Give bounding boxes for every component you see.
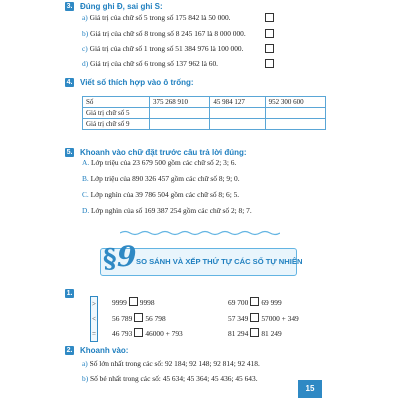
ex3-item-b-label: b) — [82, 29, 89, 38]
comparison-row — [228, 297, 282, 308]
table-answer-cell[interactable] — [210, 119, 265, 130]
section-title: SO SÁNH VÀ XẾP THỨ TỰ CÁC SỐ TỰ NHIÊN — [136, 257, 303, 266]
comparison-left: 57 349 — [228, 314, 249, 323]
ex4-table — [82, 96, 326, 130]
table-header-cell: 45 984 127 — [210, 97, 265, 108]
comparison-right: 57000 + 349 — [261, 314, 299, 323]
ex5-option-b[interactable] — [82, 174, 240, 184]
comparison-row — [228, 328, 282, 339]
symbol-equal: = — [92, 330, 96, 338]
section-symbol: § — [103, 244, 117, 274]
exercise-4-title: Viết số thích hợp vào ô trống: — [80, 78, 194, 87]
comparison-answer-box[interactable] — [134, 313, 143, 322]
page-number: 15 — [298, 380, 322, 398]
ex3-item-b — [82, 29, 246, 39]
comparison-answer-box[interactable] — [250, 297, 259, 306]
symbol-legend — [90, 296, 98, 342]
comparison-left: 69 700 — [228, 298, 249, 307]
ex5-option-d-text: Lớp nghìn của số 169 387 254 gồm các chữ số 2; 8; 7. — [91, 206, 252, 215]
comparison-left: 81 294 — [228, 329, 249, 338]
comparison-answer-box[interactable] — [134, 328, 143, 337]
table-row — [83, 108, 326, 119]
table-answer-cell[interactable] — [150, 108, 210, 119]
comparison-left: 46 793 — [112, 329, 133, 338]
ex3-answer-box-a[interactable] — [265, 13, 274, 22]
exercise-2-number: 2. — [66, 347, 73, 354]
table-row-label: Giá trị chữ số 5 — [83, 108, 150, 119]
ex3-item-d — [82, 59, 218, 69]
ex2-item-b — [82, 374, 258, 384]
ex2-item-b-text: Số bé nhất trong các số: 45 634; 45 364; 45 436; 45 643. — [90, 374, 258, 383]
symbol-greater: > — [92, 300, 96, 308]
exercise-4-number: 4. — [66, 79, 73, 86]
table-row — [83, 119, 326, 130]
comparison-answer-box[interactable] — [250, 313, 259, 322]
exercise-3-number: 3. — [66, 3, 73, 10]
ex2-item-a — [82, 359, 260, 369]
ex2-item-a-text: Số lớn nhất trong các số: 92 184; 92 148; 92 814; 92 418. — [89, 359, 260, 368]
comparison-left: 56 789 — [112, 314, 133, 323]
ex5-option-a[interactable] — [82, 158, 236, 168]
ex5-option-a-text: Lớp triệu của 23 679 500 gồm các chữ số 2; 3; 6. — [91, 158, 237, 167]
exercise-3-title: Đúng ghi Đ, sai ghi S: — [80, 2, 163, 11]
comparison-row — [112, 297, 155, 308]
ex5-option-d-label: D. — [82, 206, 90, 215]
table-answer-cell[interactable] — [150, 119, 210, 130]
table-answer-cell[interactable] — [265, 119, 325, 130]
ex3-item-b-text: Giá trị của chữ số 8 trong số 8 245 167 là 8 000 000. — [90, 29, 246, 38]
ex3-item-a-label: a) — [82, 13, 88, 22]
exercise-1-number: 1. — [66, 290, 73, 297]
exercise-5-number: 5. — [66, 149, 73, 156]
ex3-answer-box-c[interactable] — [265, 44, 274, 53]
ex3-item-d-label: d) — [82, 59, 89, 68]
ex5-option-a-label: A. — [82, 158, 90, 167]
ex2-item-a-label: a) — [82, 359, 88, 368]
ex3-item-c-label: c) — [82, 44, 88, 53]
comparison-row — [112, 328, 183, 339]
table-header-row — [83, 97, 326, 108]
ex3-answer-box-b[interactable] — [265, 29, 274, 38]
ex2-item-b-label: b) — [82, 374, 89, 383]
comparison-answer-box[interactable] — [250, 328, 259, 337]
comparison-right: 56 798 — [145, 314, 166, 323]
ex5-option-b-label: B. — [82, 174, 89, 183]
table-row-label: Giá trị chữ số 9 — [83, 119, 150, 130]
ex5-option-c[interactable] — [82, 190, 239, 200]
exercise-5-title: Khoanh vào chữ đặt trước câu trả lời đúng: — [80, 148, 247, 157]
table-header-cell: 952 300 600 — [265, 97, 325, 108]
comparison-row — [112, 313, 166, 324]
comparison-answer-box[interactable] — [129, 297, 138, 306]
table-header-cell: Số — [83, 97, 150, 108]
exercise-2-title: Khoanh vào: — [80, 346, 129, 355]
table-answer-cell[interactable] — [265, 108, 325, 119]
comparison-right: 46000 + 793 — [145, 329, 183, 338]
ex3-answer-box-d[interactable] — [265, 59, 274, 68]
symbol-less: < — [92, 315, 96, 323]
section-number: 9 — [117, 240, 137, 273]
comparison-right: 69 999 — [261, 298, 282, 307]
ex3-item-c — [82, 44, 243, 54]
ex5-option-d[interactable] — [82, 206, 252, 216]
comparison-right: 81 249 — [261, 329, 282, 338]
ex3-item-c-text: Giá trị của chữ số 1 trong số 51 384 976 là 100 000. — [89, 44, 244, 53]
ex5-option-b-text: Lớp triệu của 890 326 457 gồm các chữ số 8; 9; 0. — [90, 174, 240, 183]
ex5-option-c-label: C. — [82, 190, 89, 199]
ex5-option-c-text: Lớp nghìn của 39 786 504 gồm các chữ số 8; 6; 5. — [90, 190, 240, 199]
ex3-item-a — [82, 13, 231, 23]
comparison-left: 9999 — [112, 298, 127, 307]
wavy-divider — [120, 230, 280, 236]
table-header-cell: 375 268 910 — [150, 97, 210, 108]
comparison-right: 9998 — [139, 298, 155, 307]
ex3-item-a-text: Giá trị của chữ số 5 trong số 175 842 là 50 000. — [89, 13, 231, 22]
table-answer-cell[interactable] — [210, 108, 265, 119]
ex3-item-d-text: Giá trị của chữ số 6 trong số 137 962 là 60. — [90, 59, 219, 68]
comparison-row — [228, 313, 299, 324]
